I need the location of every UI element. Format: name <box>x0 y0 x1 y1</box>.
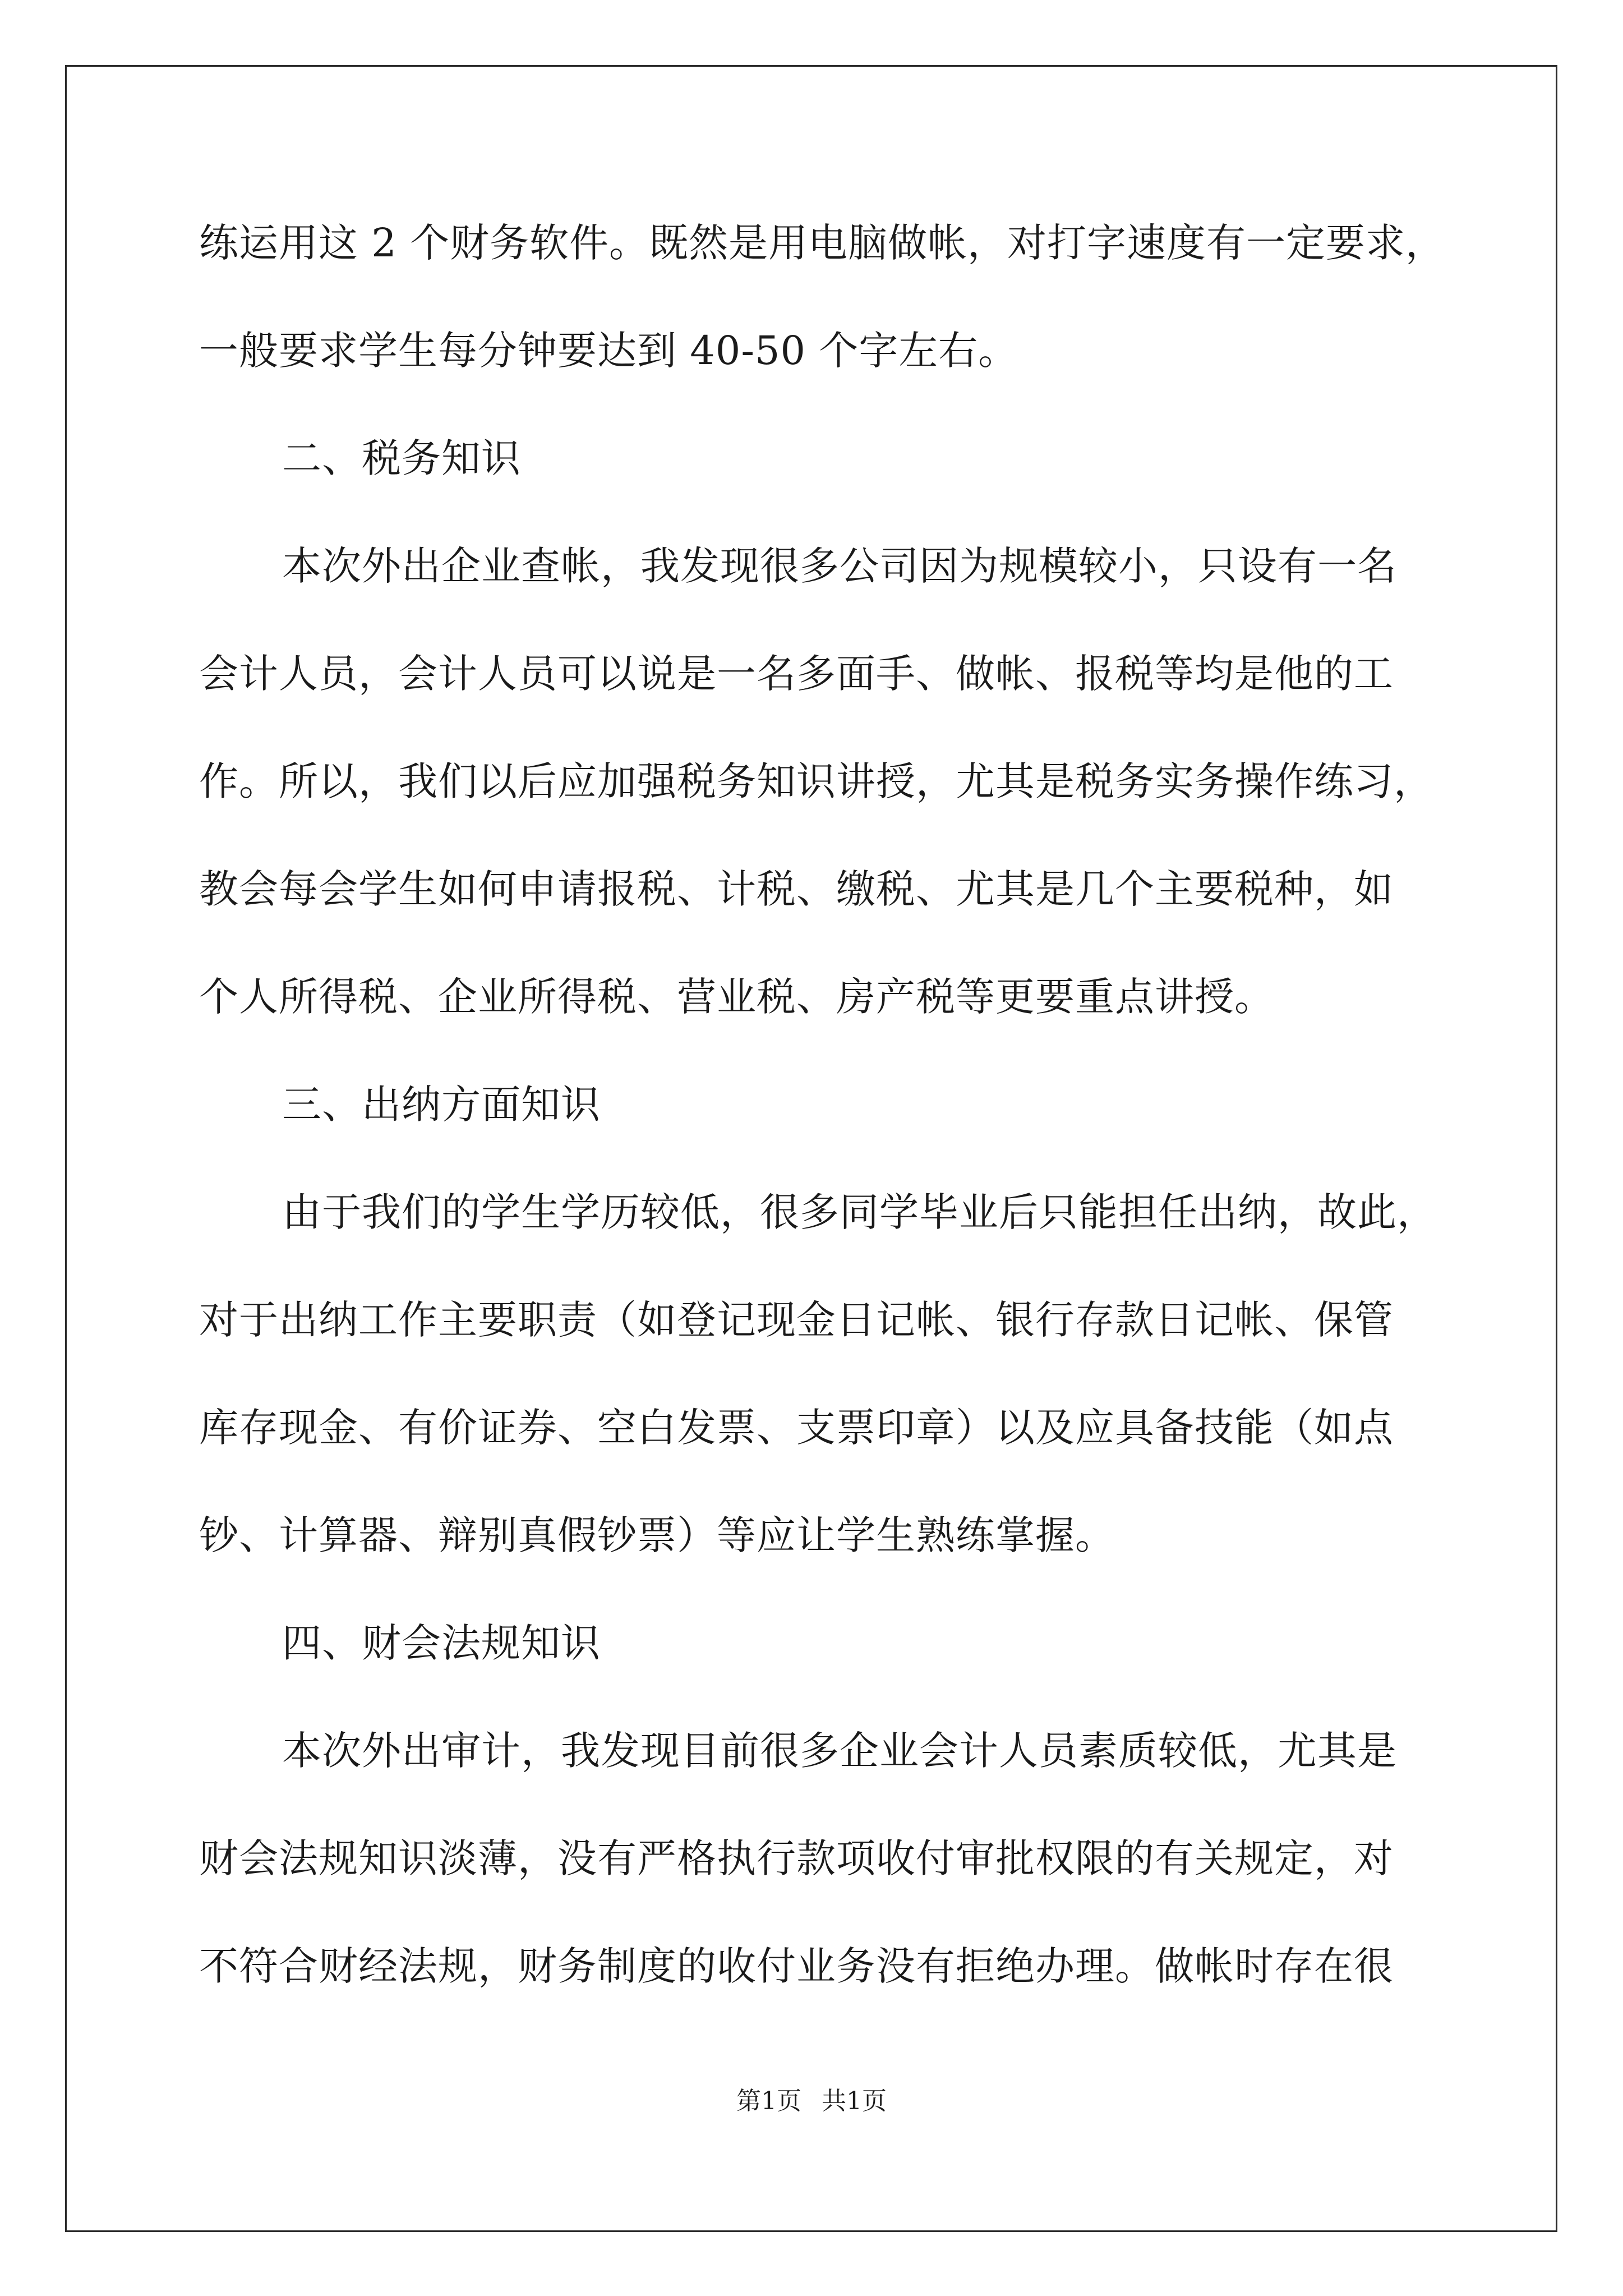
document-body <box>199 218 1446 2049</box>
page-number-total: 共1页 <box>822 2087 887 2115</box>
text-line: 不符合财经法规，财务制度的收付业务没有拒绝办理。做帐时存在很 <box>199 1943 1394 1989</box>
text-line: 个人所得税、企业所得税、营业税、房产税等更要重点讲授。 <box>199 974 1274 1020</box>
text-line: 三、出纳方面知识 <box>282 1082 601 1128</box>
text-line: 本次外出企业查帐，我发现很多公司因为规模较小，只设有一名 <box>282 543 1397 589</box>
text-line: 由于我们的学生学历较低，很多同学毕业后只能担任出纳，故此， <box>282 1189 1437 1235</box>
text-line: 对于出纳工作主要职责（如登记现金日记帐、银行存款日记帐、保管 <box>199 1297 1394 1343</box>
text-line: 教会每会学生如何申请报税、计税、缴税、尤其是几个主要税种，如 <box>199 866 1394 912</box>
page-number-current: 第1页 <box>736 2087 801 2115</box>
text-line: 库存现金、有价证券、空白发票、支票印章）以及应具备技能（如点 <box>199 1405 1394 1451</box>
text-line: 一般要求学生每分钟要达到 40-50 个字左右。 <box>199 328 1018 374</box>
text-line: 二、税务知识 <box>282 435 521 481</box>
text-line: 会计人员，会计人员可以说是一名多面手、做帐、报税等均是他的工 <box>199 651 1394 697</box>
text-line: 练运用这 2 个财务软件。既然是用电脑做帐，对打字速度有一定要求， <box>199 220 1446 266</box>
page-footer <box>0 2086 1623 2117</box>
text-line: 四、财会法规知识 <box>282 1620 601 1666</box>
text-line: 本次外出审计，我发现目前很多企业会计人员素质较低，尤其是 <box>282 1728 1397 1774</box>
text-line: 钞、计算器、辩别真假钞票）等应让学生熟练掌握。 <box>199 1512 1115 1558</box>
text-line: 作。所以，我们以后应加强税务知识讲授，尤其是税务实务操作练习， <box>199 758 1433 804</box>
text-line: 财会法规知识淡薄，没有严格执行款项收付审批权限的有关规定，对 <box>199 1835 1394 1881</box>
